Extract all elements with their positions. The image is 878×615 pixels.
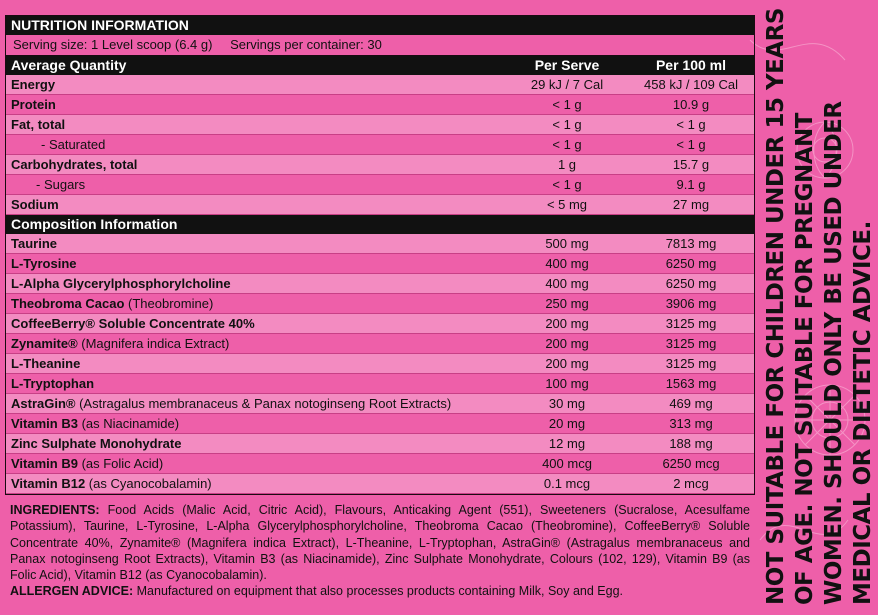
table-row bbox=[6, 254, 754, 274]
row-label: Theobroma Cacao bbox=[11, 296, 125, 311]
row-per-serve: 400 mg bbox=[545, 256, 589, 271]
row-per-serve: < 1 g bbox=[552, 177, 582, 192]
row-label-cell bbox=[6, 394, 506, 413]
row-label: AstraGin® bbox=[11, 396, 76, 411]
row-per-100: 2 mcg bbox=[673, 476, 709, 491]
row-label: Sodium bbox=[11, 197, 59, 212]
row-per-100: 15.7 g bbox=[672, 157, 710, 172]
age-warning-text: NOT SUITABLE FOR CHILDREN UNDER 15 YEARS OF AGE. NOT SUITABLE FOR PREGNANT WOMEN. SHOULD ONLY BE USED UNDER MEDICAL OR DIETETIC ADVICE. bbox=[763, 8, 876, 605]
row-per-100: 469 mg bbox=[669, 396, 713, 411]
table-row bbox=[6, 195, 754, 215]
row-label-cell bbox=[6, 334, 506, 353]
column-header bbox=[6, 56, 754, 75]
row-label-cell bbox=[6, 354, 506, 373]
row-per-100: 3125 mg bbox=[665, 336, 717, 351]
header-per-serve: Per Serve bbox=[534, 57, 600, 73]
row-label: - Sugars bbox=[36, 177, 86, 192]
row-per-serve: < 5 mg bbox=[546, 197, 588, 212]
row-per-serve: 400 mcg bbox=[542, 456, 592, 471]
row-label: Fat, total bbox=[11, 117, 66, 132]
row-per-100: 9.1 g bbox=[676, 177, 706, 192]
row-label: L-Tryptophan bbox=[11, 376, 95, 391]
row-label-cell bbox=[6, 234, 506, 253]
table-row bbox=[6, 434, 754, 454]
row-per-serve: 400 mg bbox=[545, 276, 589, 291]
nutrition-table bbox=[6, 75, 754, 215]
row-per-serve: < 1 g bbox=[552, 137, 582, 152]
row-label: - Saturated bbox=[41, 137, 106, 152]
row-per-serve: 29 kJ / 7 Cal bbox=[530, 77, 604, 92]
ingredients-block bbox=[10, 502, 750, 583]
table-row bbox=[6, 135, 754, 155]
row-label: L-Theanine bbox=[11, 356, 81, 371]
row-label-detail: (as Folic Acid) bbox=[77, 456, 164, 471]
serving-size: Serving size: 1 Level scoop (6.4 g) bbox=[13, 37, 213, 52]
header-average-quantity: Average Quantity bbox=[11, 57, 127, 73]
row-per-100: < 1 g bbox=[676, 117, 706, 132]
row-per-serve: 12 mg bbox=[548, 436, 586, 451]
table-row bbox=[6, 374, 754, 394]
table-row bbox=[6, 314, 754, 334]
row-label-cell bbox=[6, 414, 506, 433]
row-label-cell bbox=[6, 374, 506, 393]
row-label-cell bbox=[6, 254, 506, 273]
row-label: Taurine bbox=[11, 236, 57, 251]
allergen-heading: ALLERGEN ADVICE: bbox=[10, 584, 134, 598]
row-per-100: 6250 mg bbox=[665, 276, 717, 291]
table-row bbox=[6, 175, 754, 195]
row-per-serve: 200 mg bbox=[545, 316, 589, 331]
nutrition-title: NUTRITION INFORMATION bbox=[6, 16, 754, 35]
table-row bbox=[6, 294, 754, 314]
table-row bbox=[6, 454, 754, 474]
table-row bbox=[6, 334, 754, 354]
row-per-100: 188 mg bbox=[669, 436, 713, 451]
row-label: Zinc Sulphate Monohydrate bbox=[11, 436, 182, 451]
row-label-detail: (Theobromine) bbox=[124, 296, 214, 311]
row-label-detail: (Astragalus membranaceus & Panax notoginseng Root Extracts) bbox=[75, 396, 452, 411]
row-label: L-Alpha Glycerylphosphorylcholine bbox=[11, 276, 231, 291]
row-per-100: 10.9 g bbox=[672, 97, 710, 112]
row-label-detail: (as Cyanocobalamin) bbox=[85, 476, 212, 491]
ingredients-text: Food Acids (Malic Acid, Citric Acid), Flavours, Anticaking Agent (551), Sweeteners (Sucralose, Acesulfame Potassium), Taurine, L-Tyrosine, L-Alpha Glycerylphosphorylcholine, Theobroma Cacao (Theobromine), CoffeeBerry® Soluble Concentrate 40%, Zynamite® (Magnifera indica Extract), L-Theanine, L-Tryptophan, AstraGin® (Astragalus membranaceus and Panax notoginseng Root Extracts), Vitamin B3 (as Niacinamide), Zinc Sulphate Monohydrate, Colours (102, 129), Vitamin B9 (as Folic Acid), Vitamin B12 (as Cyanocobalamin). bbox=[10, 503, 750, 583]
row-per-serve: 30 mg bbox=[548, 396, 586, 411]
table-row bbox=[6, 155, 754, 175]
table-row bbox=[6, 95, 754, 115]
row-label-cell bbox=[6, 434, 506, 453]
row-per-serve: 0.1 mcg bbox=[543, 476, 591, 491]
table-row bbox=[6, 75, 754, 95]
table-row bbox=[6, 394, 754, 414]
row-label-cell bbox=[6, 454, 506, 473]
row-per-serve: 20 mg bbox=[548, 416, 586, 431]
serving-info bbox=[6, 35, 754, 56]
row-per-100: 6250 mcg bbox=[662, 456, 720, 471]
row-per-100: 27 mg bbox=[672, 197, 710, 212]
table-row bbox=[6, 354, 754, 374]
row-per-serve: 250 mg bbox=[545, 296, 589, 311]
table-row bbox=[6, 474, 754, 494]
row-label: Vitamin B3 bbox=[11, 416, 78, 431]
row-per-serve: < 1 g bbox=[552, 117, 582, 132]
row-per-100: 6250 mg bbox=[665, 256, 717, 271]
row-label: Zynamite® bbox=[11, 336, 78, 351]
row-label-cell bbox=[6, 314, 506, 333]
row-per-100: 3125 mg bbox=[665, 316, 717, 331]
composition-table bbox=[6, 234, 754, 494]
row-label: Energy bbox=[11, 77, 56, 92]
row-per-100: 7813 mg bbox=[665, 236, 717, 251]
table-row bbox=[6, 414, 754, 434]
row-label: CoffeeBerry® Soluble Concentrate 40% bbox=[11, 316, 255, 331]
row-per-serve: < 1 g bbox=[552, 97, 582, 112]
ingredients-heading: INGREDIENTS: bbox=[10, 503, 100, 517]
row-label-detail: (Magnifera indica Extract) bbox=[77, 336, 230, 351]
servings-per-container: Servings per container: 30 bbox=[230, 37, 382, 52]
row-per-serve: 200 mg bbox=[545, 336, 589, 351]
nutrition-panel bbox=[5, 15, 755, 495]
row-label-cell bbox=[6, 474, 506, 493]
row-label-cell bbox=[6, 294, 506, 313]
allergen-text: Manufactured on equipment that also processes products containing Milk, Soy and Egg. bbox=[133, 584, 624, 598]
header-per-100: Per 100 ml bbox=[655, 57, 727, 73]
row-per-serve: 500 mg bbox=[545, 236, 589, 251]
row-per-100: 313 mg bbox=[669, 416, 713, 431]
row-label-detail: (as Niacinamide) bbox=[77, 416, 180, 431]
row-per-serve: 200 mg bbox=[545, 356, 589, 371]
row-per-100: < 1 g bbox=[676, 137, 706, 152]
table-row bbox=[6, 115, 754, 135]
allergen-advice bbox=[10, 583, 750, 599]
row-label: Protein bbox=[11, 97, 56, 112]
row-label: Carbohydrates, total bbox=[11, 157, 138, 172]
row-per-100: 3906 mg bbox=[665, 296, 717, 311]
row-label-cell bbox=[6, 274, 506, 293]
row-label: Vitamin B9 bbox=[11, 456, 78, 471]
row-per-serve: 100 mg bbox=[545, 376, 589, 391]
row-per-serve: 1 g bbox=[557, 157, 577, 172]
row-label: L-Tyrosine bbox=[11, 256, 77, 271]
composition-title: Composition Information bbox=[6, 215, 754, 234]
table-row bbox=[6, 234, 754, 254]
row-per-100: 1563 mg bbox=[665, 376, 717, 391]
row-per-100: 458 kJ / 109 Cal bbox=[644, 77, 738, 92]
table-row bbox=[6, 274, 754, 294]
row-label: Vitamin B12 bbox=[11, 476, 86, 491]
row-per-100: 3125 mg bbox=[665, 356, 717, 371]
